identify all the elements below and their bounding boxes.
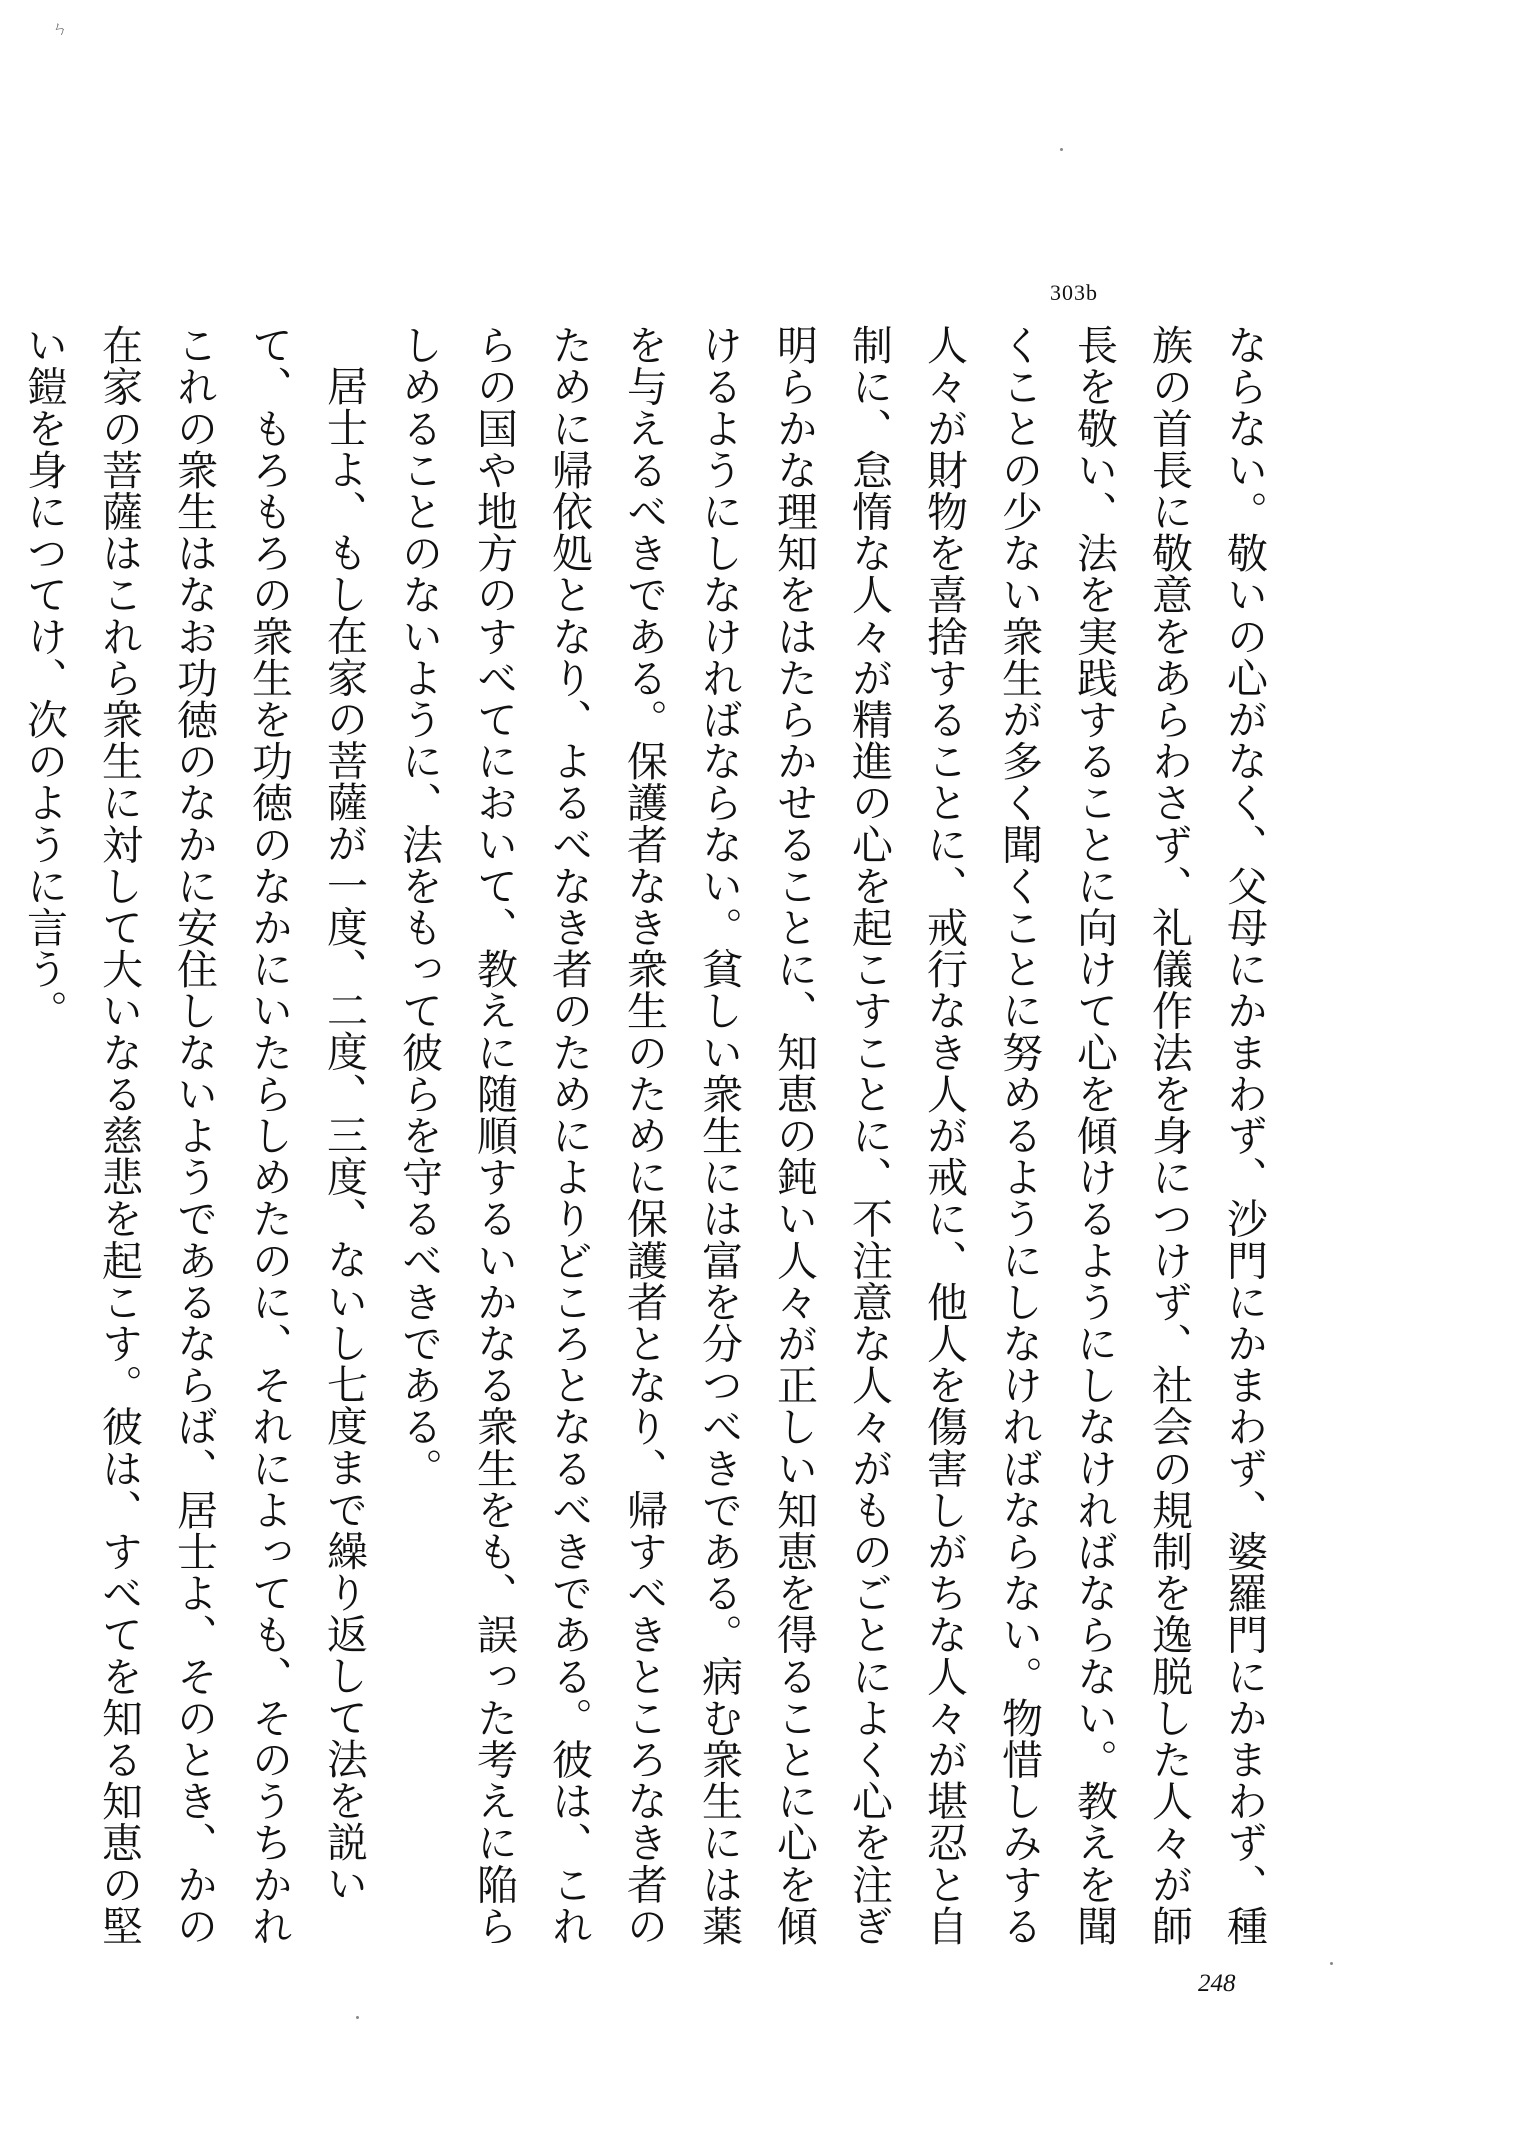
corner-mark: ㄣ [52, 19, 69, 38]
page-number: 248 [1198, 1970, 1236, 1997]
scan-speck [1330, 1962, 1333, 1965]
paragraph-2: 居士よ、もし在家の菩薩が一度、二度、三度、ないし七度まで繰り返して法を説いて、もろもろの衆生を功徳のなかにいたらしめたのに、それによっても、そのうちかれこれの衆生はなお功徳のなかに安住しないようであるならば、居士よ、そのとき、かの在家の菩薩はこれら衆生に対して大いなる慈悲を起こす。彼は、すべてを知る知恵の堅い鎧を身につてけ、次のように言う。 [20, 324, 368, 1947]
paragraph-3 [0, 324, 6, 1959]
scan-speck [1060, 148, 1063, 151]
reference-marker: 303b [1050, 280, 1098, 305]
scan-speck [356, 2016, 359, 2019]
vertical-text-body [20, 324, 1281, 1959]
paragraph-1: ならない。敬いの心がなく、父母にかまわず、沙門にかまわず、婆羅門にかまわず、種族の首長に敬意をあらわさず、礼儀作法を身につけず、社会の規制を逸脱した人々が師長を敬い、法を実践することに向けて心を傾けるようにしなければならない。教えを聞くことの少ない衆生が多く聞くことに努めるようにしなければならない。物惜しみする人々が財物を喜捨することに、戒行なき人が戒に、他人を傷害しがちな人々が堪忍と自制に、怠惰な人々が精進の心を起こすことに、不注意な人々がものごとによく心を注ぎ明らかな理知をはたらかせることに、知恵の鈍い人々が正しい知恵を得ることに心を傾けるようにしなければならない。貧しい衆生には富を分つべきである。病む衆生には薬を与えるべきである。保護者なき衆生のために保護者となり、帰すべきところなき者のために帰依処となり、よるべなき者のためによりどころとなるべきである。彼は、これらの国や地方のすべてにおいて、教えに随順するいかなる衆生をも、誤った考えに陥らしめることのないように、法をもって彼らを守るべきである。 [395, 324, 1268, 1947]
